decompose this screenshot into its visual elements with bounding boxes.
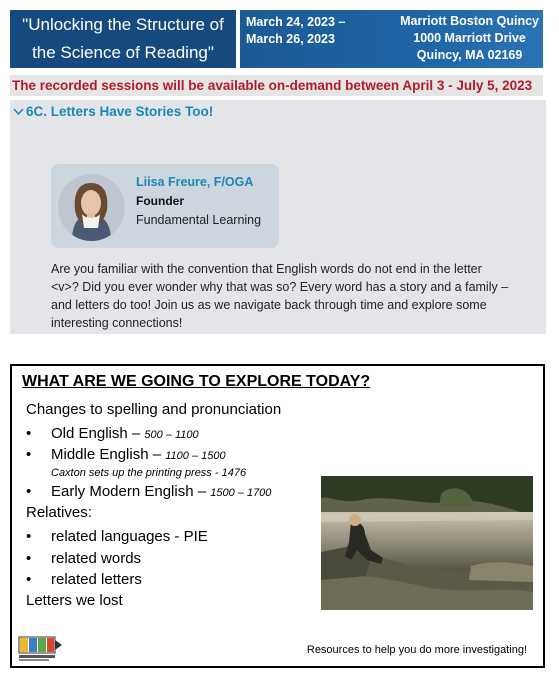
dates-line1: March 24, 2023 – <box>246 15 346 29</box>
relatives-heading: Relatives: <box>26 504 92 521</box>
speaker-name[interactable]: Liisa Freure, F/OGA <box>136 175 254 189</box>
list-item <box>26 446 226 463</box>
on-demand-notice: The recorded sessions will be available on-demand between April 3 - July 5, 2023 <box>10 75 543 96</box>
chevron-down-icon <box>13 108 24 116</box>
list-item <box>26 528 208 545</box>
session-description <box>51 260 539 332</box>
venue-line3: Quincy, MA 02169 <box>416 48 523 62</box>
relative-item: related languages - PIE <box>51 528 208 545</box>
session-panel <box>10 100 546 334</box>
bullet: • <box>26 571 32 588</box>
speaker-organization: Fundamental Learning <box>136 213 262 227</box>
slide-title: WHAT ARE WE GOING TO EXPLORE TODAY? <box>22 373 371 390</box>
lake-photo <box>321 476 533 610</box>
fundamental-learning-logo <box>18 636 64 663</box>
slide-footer: Resources to help you do more investigating! <box>306 644 527 656</box>
period-range: 1100 – 1500 <box>165 450 226 462</box>
session-toggle[interactable] <box>13 104 213 119</box>
list-item <box>26 425 199 442</box>
conference-banner <box>10 10 543 68</box>
period-range: 1500 – 1700 <box>210 487 272 499</box>
relative-item: related words <box>51 550 142 567</box>
period-label: Middle English – <box>51 446 166 463</box>
venue-line1: Marriott Boston Quincy <box>400 14 539 28</box>
period-label: Old English – <box>51 425 145 442</box>
slide-subtitle: Changes to spelling and pronunciation <box>26 401 282 418</box>
description-line: Are you familiar with the convention that English words do not end in the letter <box>51 262 482 276</box>
list-item <box>26 483 271 500</box>
list-item <box>26 571 142 588</box>
speaker-role: Founder <box>136 194 184 208</box>
venue-line2: 1000 Marriott Drive <box>413 31 526 45</box>
relative-item: related letters <box>51 571 142 588</box>
speaker-card <box>51 164 279 248</box>
letters-lost: Letters we lost <box>26 592 123 609</box>
conference-title-line1: "Unlocking the Structure of <box>22 15 224 34</box>
bullet: • <box>26 550 32 567</box>
bullet: • <box>26 446 32 463</box>
conference-title <box>10 10 236 68</box>
conference-venue <box>400 13 539 64</box>
bullet: • <box>26 483 32 500</box>
conference-info <box>240 10 543 68</box>
description-line: interesting connections! <box>51 316 183 330</box>
period-range: 500 – 1100 <box>144 429 199 441</box>
conference-title-line2: the Science of Reading" <box>32 43 214 62</box>
presentation-slide <box>10 364 545 668</box>
dates-line2: March 26, 2023 <box>246 32 335 46</box>
speaker-avatar <box>58 174 125 241</box>
session-title: 6C. Letters Have Stories Too! <box>26 104 214 119</box>
conference-dates <box>246 14 345 48</box>
description-line: and letters do too! Join us as we navigate back through time and explore some <box>51 298 487 312</box>
bullet: • <box>26 528 32 545</box>
bullet: • <box>26 425 32 442</box>
list-item <box>26 550 141 567</box>
description-line: <v>? Did you ever wonder why that was so? Every word has a story and a family – <box>51 280 509 294</box>
period-label: Early Modern English – <box>51 483 211 500</box>
caxton-note: Caxton sets up the printing press - 1476 <box>51 467 247 479</box>
